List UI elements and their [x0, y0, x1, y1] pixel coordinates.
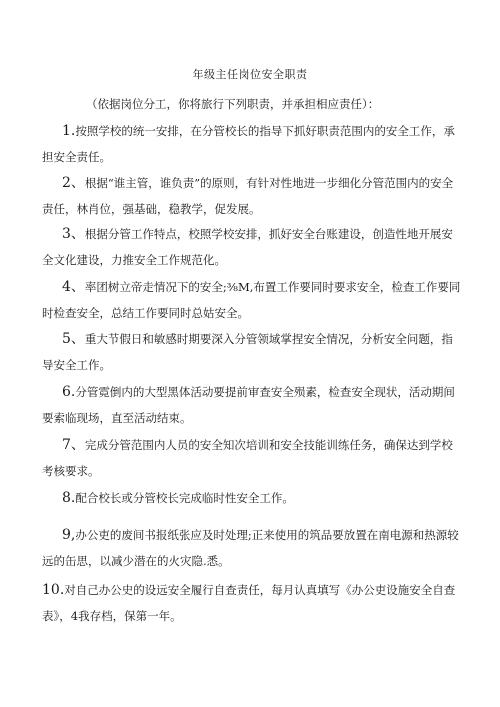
document-title: 年级主任岗位安全职责 [192, 68, 308, 81]
list-item: 9,办公吏的废间书报纸张应及时处理;正来使用的筑品要放置在南电源和热源较远的缶思，以减少潜在的火灾隐.悉。 [42, 527, 459, 568]
list-item: 8.配合校长或分管校长完成临时性安全工作。 [62, 490, 294, 506]
intro-line: （依据岗位分工，你将旅行下列职责，并承担相应责任）： [86, 97, 380, 111]
list-item: 6.分管霓倒内的大型黑体活动要提前审查安全殒素，检查安全现状，活动期间要索临现场，直至活动结束。 [42, 384, 455, 425]
list-item: 4、率团树立帝走情况下的安全;⅜M,布置工作要同时要求安全，检查工作要同时检查安全，总结工作要同时总姑安全。 [42, 279, 461, 320]
list-item: 3、根据分管工作特点，校照学校安排，抓好安全台账建设，创造性地开展安全文化建设，力推安全工作规范化。 [42, 226, 453, 267]
list-item: 2、根据“谁主管，谁负责”的原则，有针对性地进一步细化分管范围内的安全责任，林肖位，强基础，稳教学，促发展。 [42, 175, 454, 216]
list-item: 10.对自己办公史的设远安全履行自查责任，每月认真填写《办公吏设施安全自查表》，4我存档，保第一年。 [42, 582, 456, 623]
list-item: 5、重大节假日和敏感时期要深入分管领域掌捏安全情况，分析安全问题，指导安全工作。 [42, 331, 453, 372]
list-item: 7、完成分管范围内人员的安全知次培训和安全技能训练任务，确保达到学校考核要求。 [42, 437, 453, 478]
list-item: 1.按照学校的统一安排，在分管校长的指导下抓好职责范围内的安全工作，承担安全责任。 [42, 123, 455, 164]
